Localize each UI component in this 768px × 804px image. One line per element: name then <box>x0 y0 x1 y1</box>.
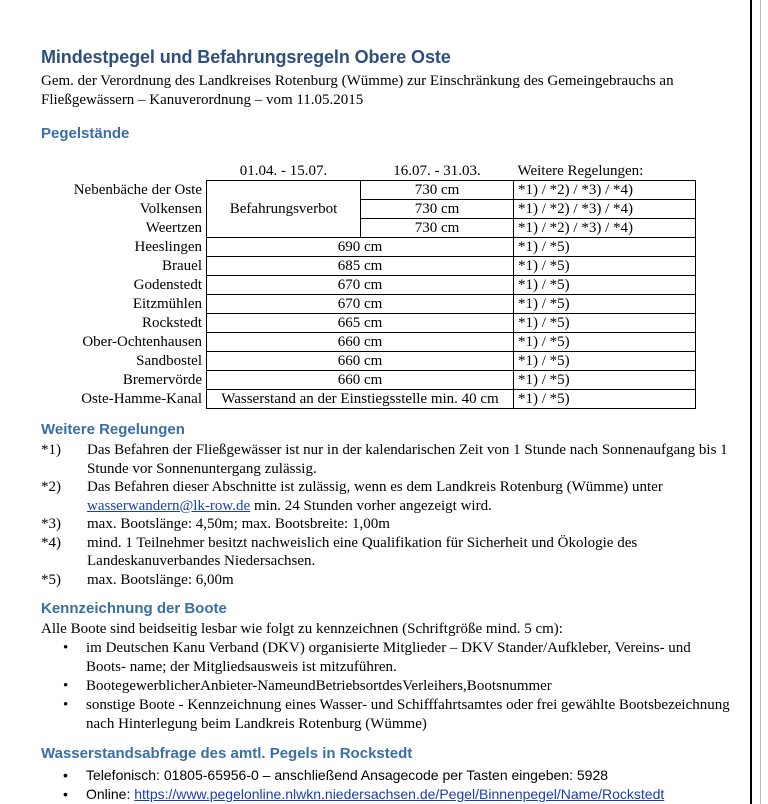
pegel-table <box>41 162 696 409</box>
note-item <box>41 441 731 478</box>
table-cell-value: 660 cm <box>207 352 514 371</box>
bullet-icon: • <box>63 640 69 656</box>
phone-text: Telefonisch: 01805-65956-0 – anschließend Ansagecode per Tasten eingeben: 5928 <box>86 767 609 783</box>
document-title: Mindestpegel und Befahrungsregeln Obere Oste <box>41 47 451 67</box>
note-text-before: Das Befahren dieser Abschnitte ist zulässig, wenn es dem Landkreis Rotenburg (Wümme) unter <box>87 479 663 495</box>
bullet-icon: • <box>63 697 69 713</box>
section-heading-pegelstaende: Pegelstände <box>41 125 130 142</box>
table-cell-name: Eitzmühlen <box>132 296 202 312</box>
table-cell-value: 665 cm <box>207 314 514 333</box>
table-cell-name: Heeslingen <box>134 239 202 255</box>
table-row <box>41 352 696 371</box>
note-text <box>87 478 731 515</box>
list-item <box>41 677 731 696</box>
table-cell-rules: *1) / *5) <box>514 257 696 276</box>
table-row <box>41 276 696 295</box>
table-row <box>41 295 696 314</box>
table-cell-rules: *1) / *5) <box>514 314 696 333</box>
table-header-rules: Weitere Regelungen: <box>517 163 644 179</box>
table-cell-value: 670 cm <box>207 295 514 314</box>
table-header-period-2: 16.07. - 31.03. <box>393 163 481 179</box>
list-item-text: im Deutschen Kanu Verband (DKV) organisierte Mitglieder – DKV Stander/Aufkleber, Vereins- und Boots- name; der Mitgliedsausweis ist mitzuführen. <box>86 640 691 675</box>
table-cell-rules: *1) / *5) <box>514 352 696 371</box>
bullet-icon: • <box>63 786 68 802</box>
note-key: *3) <box>41 516 61 532</box>
note-key: *2) <box>41 479 61 495</box>
notes-list <box>41 441 731 589</box>
note-text: Das Befahren der Fließgewässer ist nur in der kalendarischen Zeit von 1 Stunde nach Sonnenaufgang bis 1 Stunde vor Sonnenuntergang zulässig. <box>87 442 728 477</box>
section-heading-weitere-regelungen: Weitere Regelungen <box>41 421 185 438</box>
table-cell-value: 730 cm <box>361 181 514 200</box>
table-row <box>41 181 696 200</box>
table-cell-rules: *1) / *2) / *3) / *4) <box>514 219 696 238</box>
table-cell-name: Weertzen <box>145 220 202 236</box>
table-cell-name: Bremervörde <box>122 372 202 388</box>
note-item <box>41 571 731 590</box>
table-row <box>41 200 696 219</box>
table-cell-rules: *1) / *5) <box>514 371 696 390</box>
pegelonline-link[interactable]: https://www.pegelonline.nlwkn.niedersachsen.de/Pegel/Binnenpegel/Name/Rockstedt <box>134 786 665 802</box>
table-cell-value: 730 cm <box>361 200 514 219</box>
note-key: *1) <box>41 442 61 458</box>
email-link[interactable]: wasserwandern@lk-row.de <box>87 497 251 514</box>
section-heading-kennzeichnung: Kennzeichnung der Boote <box>41 600 227 617</box>
bullet-icon: • <box>63 678 69 694</box>
table-cell-rules: *1) / *5) <box>514 238 696 257</box>
kennzeichnung-list <box>41 639 731 734</box>
table-cell-verbot: Befahrungsverbot <box>207 181 361 238</box>
online-label: Online: <box>86 786 131 802</box>
note-text: max. Bootslänge: 6,00m <box>87 571 234 588</box>
table-row <box>41 371 696 390</box>
table-cell-name: Sandbostel <box>136 353 202 369</box>
table-cell-name: Nebenbäche der Oste <box>73 182 202 198</box>
section-heading-wasserstand: Wasserstandsabfrage des amtl. Pegels in Rockstedt <box>41 745 413 762</box>
page-border <box>750 0 752 804</box>
table-cell-value: Wasserstand an der Einstiegsstelle min. 40 cm <box>207 390 514 409</box>
kennzeichnung-intro: Alle Boote sind beidseitig lesbar wie folgt zu kennzeichnen (Schriftgröße mind. 5 cm): <box>41 621 563 637</box>
page-border-shadow <box>760 0 761 804</box>
table-cell-name: Brauel <box>162 258 202 274</box>
table-header-period-1: 01.04. - 15.07. <box>239 163 328 179</box>
list-item <box>41 766 731 785</box>
table-cell-rules: *1) / *2) / *3) / *4) <box>514 200 696 219</box>
table-row <box>41 219 696 238</box>
table-cell-rules: *1) / *5) <box>514 295 696 314</box>
table-cell-value: 660 cm <box>207 333 514 352</box>
table-cell-value: 730 cm <box>361 219 514 238</box>
table-cell-name: Rockstedt <box>142 315 202 331</box>
table-cell-value: 670 cm <box>207 276 514 295</box>
table-cell-value: 685 cm <box>207 257 514 276</box>
note-text: max. Bootslänge: 4,50m; max. Bootsbreite: 1,00m <box>87 516 390 532</box>
table-header-row <box>41 162 696 181</box>
table-row <box>41 257 696 276</box>
note-key: *5) <box>41 571 61 588</box>
table-header-empty <box>41 162 207 181</box>
wasserstand-list <box>41 766 731 804</box>
table-cell-name: Ober-Ochtenhausen <box>82 334 202 350</box>
table-cell-name: Oste-Hamme-Kanal <box>81 391 202 407</box>
document-subtitle: Gem. der Verordnung des Landkreises Rotenburg (Wümme) zur Einschränkung des Gemeingebrauchs an Fließgewässern – Kanuverordnung – vom 11.05.2015 <box>41 73 674 108</box>
table-cell-rules: *1) / *5) <box>514 333 696 352</box>
table-cell-value: 690 cm <box>207 238 514 257</box>
list-item <box>41 696 731 734</box>
table-row <box>41 333 696 352</box>
table-row <box>41 314 696 333</box>
table-cell-name: Godenstedt <box>133 277 202 293</box>
bullet-icon: • <box>63 767 68 783</box>
list-item-text: BootegewerblicherAnbieter-NameundBetriebsortdesVerleihers,Bootsnummer <box>86 678 552 694</box>
table-cell-rules: *1) / *5) <box>514 276 696 295</box>
list-item <box>41 639 731 677</box>
table-cell-name: Volkensen <box>139 201 202 217</box>
note-item <box>41 478 731 515</box>
list-item-text: sonstige Boote - Kennzeichnung eines Wasser- und Schifffahrtsamtes oder frei gewählte Bootsbezeichnung nach Hinterlegung beim Landkreis Rotenburg (Wümme) <box>86 697 730 732</box>
table-cell-value: 660 cm <box>207 371 514 390</box>
list-item <box>41 785 731 804</box>
note-key: *4) <box>41 534 61 551</box>
note-text-after: min. 24 Stunden vorher angezeigt wird. <box>253 497 492 514</box>
note-item <box>41 534 731 571</box>
table-row <box>41 238 696 257</box>
note-item <box>41 515 731 534</box>
table-row <box>41 390 696 409</box>
table-cell-rules: *1) / *2) / *3) / *4) <box>514 181 696 200</box>
note-text: mind. 1 Teilnehmer besitzt nachweislich eine Qualifikation für Sicherheit und Ökologie des Landeskanuverbandes Niedersachsen. <box>87 534 638 569</box>
table-cell-rules: *1) / *5) <box>514 390 696 409</box>
